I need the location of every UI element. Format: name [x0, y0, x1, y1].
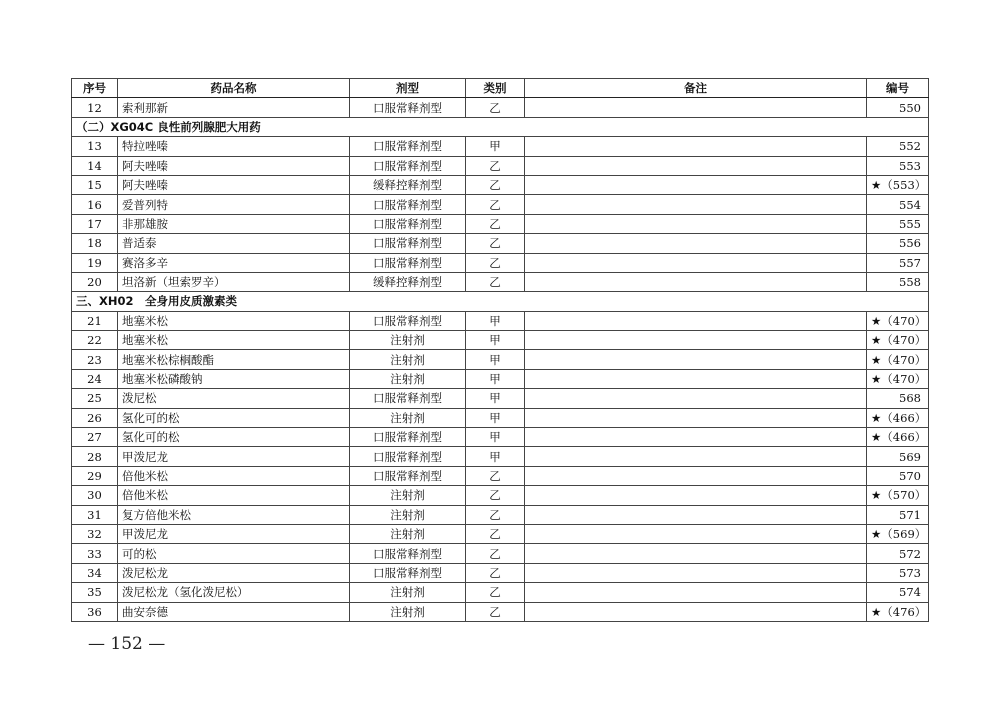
cell-code: 571 — [867, 505, 929, 524]
cell-name: 地塞米松 — [118, 311, 350, 330]
cell-name: 甲泼尼龙 — [118, 524, 350, 543]
cell-note — [525, 137, 867, 156]
cell-name: 可的松 — [118, 544, 350, 563]
cell-note — [525, 408, 867, 427]
cell-form: 口服常释剂型 — [350, 389, 466, 408]
cell-form: 口服常释剂型 — [350, 195, 466, 214]
cell-name: 倍他米松 — [118, 466, 350, 485]
table-body — [72, 98, 929, 622]
table-row — [72, 408, 929, 427]
cell-note — [525, 156, 867, 175]
cell-code: 569 — [867, 447, 929, 466]
section-row — [72, 292, 929, 311]
cell-category: 甲 — [466, 350, 525, 369]
cell-form: 口服常释剂型 — [350, 466, 466, 485]
cell-code: 570 — [867, 466, 929, 485]
cell-note — [525, 369, 867, 388]
cell-code: ★（470） — [867, 311, 929, 330]
table-row — [72, 175, 929, 194]
cell-category: 乙 — [466, 602, 525, 621]
table-row — [72, 524, 929, 543]
cell-index: 17 — [72, 214, 118, 233]
cell-form: 口服常释剂型 — [350, 428, 466, 447]
section-title: （二）XG04C 良性前列腺肥大用药 — [72, 117, 929, 136]
cell-index: 14 — [72, 156, 118, 175]
cell-form: 注射剂 — [350, 350, 466, 369]
cell-note — [525, 272, 867, 291]
cell-note — [525, 428, 867, 447]
cell-note — [525, 331, 867, 350]
cell-code: 556 — [867, 234, 929, 253]
cell-index: 35 — [72, 583, 118, 602]
cell-name: 索利那新 — [118, 98, 350, 117]
cell-code: ★（569） — [867, 524, 929, 543]
cell-code: 553 — [867, 156, 929, 175]
cell-name: 地塞米松棕榈酸酯 — [118, 350, 350, 369]
table-row — [72, 369, 929, 388]
cell-name: 曲安奈德 — [118, 602, 350, 621]
cell-code: ★（470） — [867, 369, 929, 388]
cell-name: 普适泰 — [118, 234, 350, 253]
cell-category: 乙 — [466, 466, 525, 485]
header-form: 剂型 — [350, 79, 466, 98]
cell-category: 乙 — [466, 156, 525, 175]
cell-name: 泼尼松龙（氢化泼尼松） — [118, 583, 350, 602]
cell-code: 552 — [867, 137, 929, 156]
cell-code: ★（476） — [867, 602, 929, 621]
cell-name: 地塞米松磷酸钠 — [118, 369, 350, 388]
table-row — [72, 447, 929, 466]
cell-form: 缓释控释剂型 — [350, 272, 466, 291]
cell-note — [525, 563, 867, 582]
cell-index: 18 — [72, 234, 118, 253]
cell-code: ★（470） — [867, 331, 929, 350]
cell-name: 泼尼松 — [118, 389, 350, 408]
cell-category: 乙 — [466, 583, 525, 602]
cell-note — [525, 98, 867, 117]
cell-index: 13 — [72, 137, 118, 156]
cell-index: 27 — [72, 428, 118, 447]
cell-form: 口服常释剂型 — [350, 214, 466, 233]
cell-category: 甲 — [466, 137, 525, 156]
cell-form: 注射剂 — [350, 524, 466, 543]
cell-category: 甲 — [466, 369, 525, 388]
drug-table — [71, 78, 929, 622]
cell-category: 乙 — [466, 272, 525, 291]
cell-form: 口服常释剂型 — [350, 563, 466, 582]
cell-code: ★（470） — [867, 350, 929, 369]
cell-note — [525, 466, 867, 485]
cell-note — [525, 544, 867, 563]
cell-name: 非那雄胺 — [118, 214, 350, 233]
table-row — [72, 505, 929, 524]
cell-category: 甲 — [466, 428, 525, 447]
table-row — [72, 428, 929, 447]
cell-category: 乙 — [466, 563, 525, 582]
table-row — [72, 195, 929, 214]
cell-code: ★（570） — [867, 486, 929, 505]
cell-name: 坦洛新（坦索罗辛） — [118, 272, 350, 291]
cell-index: 36 — [72, 602, 118, 621]
table-row — [72, 602, 929, 621]
table-row — [72, 311, 929, 330]
cell-form: 注射剂 — [350, 583, 466, 602]
cell-name: 爱普列特 — [118, 195, 350, 214]
cell-category: 乙 — [466, 486, 525, 505]
cell-name: 甲泼尼龙 — [118, 447, 350, 466]
cell-category: 乙 — [466, 544, 525, 563]
cell-category: 乙 — [466, 175, 525, 194]
cell-name: 赛洛多辛 — [118, 253, 350, 272]
cell-index: 30 — [72, 486, 118, 505]
cell-name: 地塞米松 — [118, 331, 350, 350]
cell-note — [525, 389, 867, 408]
cell-index: 33 — [72, 544, 118, 563]
cell-form: 口服常释剂型 — [350, 253, 466, 272]
header-index: 序号 — [72, 79, 118, 98]
cell-index: 29 — [72, 466, 118, 485]
cell-form: 注射剂 — [350, 602, 466, 621]
cell-category: 乙 — [466, 234, 525, 253]
cell-form: 口服常释剂型 — [350, 311, 466, 330]
table-row — [72, 466, 929, 485]
cell-index: 22 — [72, 331, 118, 350]
cell-note — [525, 350, 867, 369]
table-row — [72, 583, 929, 602]
cell-category: 乙 — [466, 98, 525, 117]
cell-code: ★（553） — [867, 175, 929, 194]
cell-name: 氢化可的松 — [118, 408, 350, 427]
cell-note — [525, 234, 867, 253]
table-row — [72, 234, 929, 253]
cell-note — [525, 253, 867, 272]
cell-category: 乙 — [466, 524, 525, 543]
cell-index: 15 — [72, 175, 118, 194]
cell-form: 注射剂 — [350, 505, 466, 524]
table-header-row — [72, 79, 929, 98]
table-row — [72, 253, 929, 272]
cell-index: 19 — [72, 253, 118, 272]
cell-code: 554 — [867, 195, 929, 214]
cell-form: 注射剂 — [350, 408, 466, 427]
table-row — [72, 486, 929, 505]
cell-name: 阿夫唑嗪 — [118, 156, 350, 175]
cell-note — [525, 486, 867, 505]
cell-form: 口服常释剂型 — [350, 447, 466, 466]
table-row — [72, 156, 929, 175]
cell-form: 口服常释剂型 — [350, 156, 466, 175]
cell-index: 21 — [72, 311, 118, 330]
cell-index: 34 — [72, 563, 118, 582]
cell-index: 23 — [72, 350, 118, 369]
cell-note — [525, 602, 867, 621]
cell-form: 口服常释剂型 — [350, 98, 466, 117]
cell-name: 特拉唑嗪 — [118, 137, 350, 156]
cell-name: 阿夫唑嗪 — [118, 175, 350, 194]
cell-form: 口服常释剂型 — [350, 137, 466, 156]
table-row — [72, 214, 929, 233]
cell-code: 555 — [867, 214, 929, 233]
table-row — [72, 350, 929, 369]
cell-category: 甲 — [466, 408, 525, 427]
cell-note — [525, 311, 867, 330]
cell-code: 572 — [867, 544, 929, 563]
cell-form: 注射剂 — [350, 369, 466, 388]
cell-index: 24 — [72, 369, 118, 388]
cell-name: 氢化可的松 — [118, 428, 350, 447]
table-row — [72, 272, 929, 291]
cell-index: 32 — [72, 524, 118, 543]
cell-category: 乙 — [466, 253, 525, 272]
cell-note — [525, 524, 867, 543]
section-row — [72, 117, 929, 136]
cell-code: 558 — [867, 272, 929, 291]
cell-form: 注射剂 — [350, 486, 466, 505]
table-row — [72, 563, 929, 582]
cell-note — [525, 583, 867, 602]
cell-code: 574 — [867, 583, 929, 602]
cell-index: 31 — [72, 505, 118, 524]
section-title: 三、XH02 全身用皮质激素类 — [72, 292, 929, 311]
cell-category: 甲 — [466, 389, 525, 408]
cell-index: 28 — [72, 447, 118, 466]
table-row — [72, 544, 929, 563]
cell-category: 甲 — [466, 447, 525, 466]
cell-code: ★（466） — [867, 428, 929, 447]
cell-index: 20 — [72, 272, 118, 291]
header-code: 编号 — [867, 79, 929, 98]
cell-category: 乙 — [466, 195, 525, 214]
cell-category: 乙 — [466, 505, 525, 524]
cell-code: 550 — [867, 98, 929, 117]
cell-form: 口服常释剂型 — [350, 544, 466, 563]
cell-category: 甲 — [466, 331, 525, 350]
cell-index: 12 — [72, 98, 118, 117]
cell-note — [525, 214, 867, 233]
cell-index: 26 — [72, 408, 118, 427]
cell-form: 注射剂 — [350, 331, 466, 350]
cell-code: 568 — [867, 389, 929, 408]
cell-category: 甲 — [466, 311, 525, 330]
cell-name: 泼尼松龙 — [118, 563, 350, 582]
table-row — [72, 331, 929, 350]
cell-note — [525, 175, 867, 194]
header-name: 药品名称 — [118, 79, 350, 98]
table-row — [72, 98, 929, 117]
cell-form: 口服常释剂型 — [350, 234, 466, 253]
page-number: — 152 — — [88, 634, 166, 654]
cell-code: 573 — [867, 563, 929, 582]
header-category: 类别 — [466, 79, 525, 98]
cell-name: 复方倍他米松 — [118, 505, 350, 524]
table-row — [72, 389, 929, 408]
cell-code: ★（466） — [867, 408, 929, 427]
cell-note — [525, 505, 867, 524]
table-row — [72, 137, 929, 156]
cell-index: 16 — [72, 195, 118, 214]
cell-form: 缓释控释剂型 — [350, 175, 466, 194]
cell-name: 倍他米松 — [118, 486, 350, 505]
cell-note — [525, 447, 867, 466]
header-note: 备注 — [525, 79, 867, 98]
cell-code: 557 — [867, 253, 929, 272]
cell-category: 乙 — [466, 214, 525, 233]
cell-index: 25 — [72, 389, 118, 408]
cell-note — [525, 195, 867, 214]
